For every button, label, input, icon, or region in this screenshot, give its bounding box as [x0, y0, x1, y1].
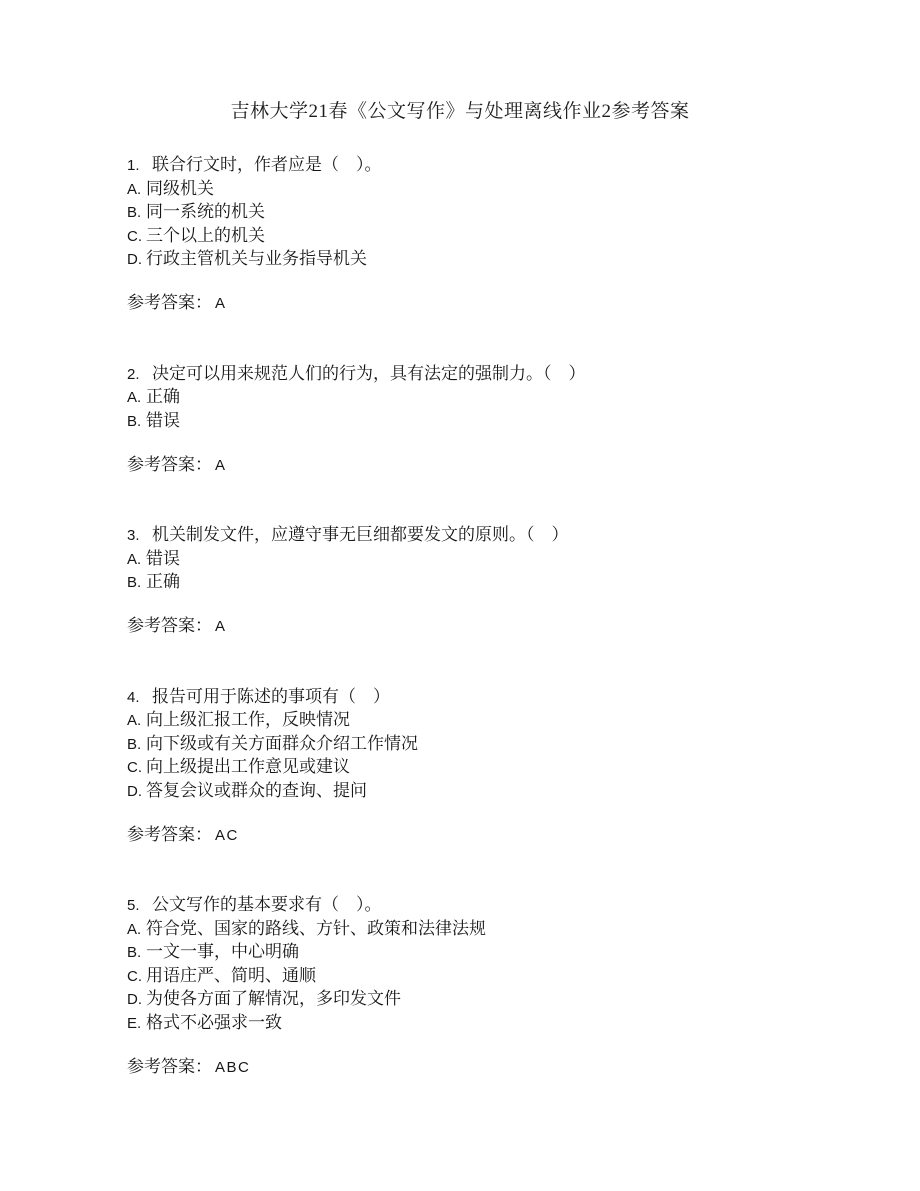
answer-label: 参考答案：: [127, 824, 212, 844]
option-line: [127, 779, 880, 803]
option-line: [127, 732, 880, 756]
option-letter: A.: [127, 180, 142, 198]
option-text: 答复会议或群众的查询、提问: [146, 780, 367, 800]
option-line: [127, 177, 880, 201]
question-number: 3.: [127, 527, 140, 544]
option-line: [127, 964, 880, 988]
option-text: 格式不必强求一致: [146, 1012, 282, 1032]
option-letter: D.: [127, 782, 142, 800]
option-letter: C.: [127, 759, 142, 776]
option-line: [127, 940, 880, 964]
option-line: [127, 224, 880, 248]
reference-answer-line: [127, 453, 880, 477]
answer-label: 参考答案：: [127, 616, 212, 635]
answer-value: A: [215, 618, 227, 635]
question-text: 报告可用于陈述的事项有（ ）: [152, 686, 390, 706]
question-text: 公文写作的基本要求有（ ）。: [152, 895, 382, 914]
question-number: 5.: [127, 897, 140, 914]
option-letter: A.: [127, 712, 142, 729]
options-list: [127, 547, 880, 594]
option-text: 向上级提出工作意见或建议: [146, 757, 350, 776]
question-text: 联合行文时，作者应是（ ）。: [152, 155, 382, 174]
question-number: 4.: [127, 688, 140, 706]
option-letter: E.: [127, 1014, 142, 1032]
reference-answer-line: [127, 1055, 880, 1079]
option-text: 符合党、国家的路线、方针、政策和法律法规: [146, 918, 486, 938]
question-number: 2.: [127, 365, 140, 383]
answer-label: 参考答案：: [127, 454, 212, 474]
document-title: 吉林大学21春《公文写作》与处理离线作业2参考答案: [230, 101, 690, 122]
answer-value: A: [215, 456, 227, 474]
reference-answer-line: [127, 291, 880, 315]
option-letter: B.: [127, 574, 142, 591]
question-text: 机关制发文件，应遵守事无巨细都要发文的原则。（ ）: [152, 525, 569, 544]
option-letter: B.: [127, 204, 142, 221]
reference-answer-line: [127, 823, 880, 847]
options-list: [127, 385, 880, 432]
option-line: [127, 570, 880, 594]
question-text-line: [127, 523, 880, 547]
option-letter: B.: [127, 735, 142, 753]
question-block: [127, 153, 880, 315]
question-block: [127, 893, 880, 1078]
option-text: 正确: [146, 572, 180, 591]
question-number: 1.: [127, 157, 140, 174]
option-text: 用语庄严、简明、通顺: [146, 965, 316, 985]
option-text: 一文一事，中心明确: [146, 942, 299, 961]
option-line: [127, 708, 880, 732]
option-letter: D.: [127, 991, 142, 1008]
option-text: 同级机关: [146, 178, 214, 198]
question-text-line: [127, 893, 880, 917]
option-text: 正确: [146, 387, 180, 406]
question-block: [127, 685, 880, 847]
option-text: 为使各方面了解情况，多印发文件: [146, 989, 401, 1008]
question-block: [127, 362, 880, 477]
option-letter: B.: [127, 944, 142, 961]
answer-value: ABC: [215, 1058, 251, 1076]
option-letter: D.: [127, 251, 142, 268]
reference-answer-line: [127, 614, 880, 638]
options-list: [127, 917, 880, 1035]
option-text: 错误: [146, 548, 180, 568]
option-line: [127, 200, 880, 224]
questions-container: [127, 153, 880, 1078]
question-text: 决定可以用来规范人们的行为，具有法定的强制力。（ ）: [152, 363, 586, 383]
option-line: [127, 409, 880, 433]
question-text-line: [127, 685, 880, 709]
option-line: [127, 547, 880, 571]
option-letter: A.: [127, 389, 142, 406]
option-text: 三个以上的机关: [146, 225, 265, 245]
option-line: [127, 917, 880, 941]
option-letter: C.: [127, 967, 142, 985]
option-letter: A.: [127, 550, 142, 568]
options-list: [127, 177, 880, 271]
option-text: 向下级或有关方面群众介绍工作情况: [146, 733, 418, 753]
option-text: 错误: [146, 410, 180, 430]
question-text-line: [127, 153, 880, 177]
option-line: [127, 385, 880, 409]
option-letter: C.: [127, 227, 142, 245]
answer-value: A: [215, 295, 227, 312]
option-text: 向上级汇报工作，反映情况: [146, 710, 350, 729]
option-line: [127, 247, 880, 271]
answer-label: 参考答案：: [127, 1056, 212, 1076]
option-line: [127, 1011, 880, 1035]
answer-label: 参考答案：: [127, 293, 212, 312]
option-letter: A.: [127, 920, 142, 938]
option-line: [127, 755, 880, 779]
option-text: 行政主管机关与业务指导机关: [146, 249, 367, 268]
option-letter: B.: [127, 412, 142, 430]
answer-value: AC: [215, 826, 239, 844]
question-text-line: [127, 362, 880, 386]
option-text: 同一系统的机关: [146, 202, 265, 221]
option-line: [127, 987, 880, 1011]
options-list: [127, 708, 880, 802]
question-block: [127, 523, 880, 638]
